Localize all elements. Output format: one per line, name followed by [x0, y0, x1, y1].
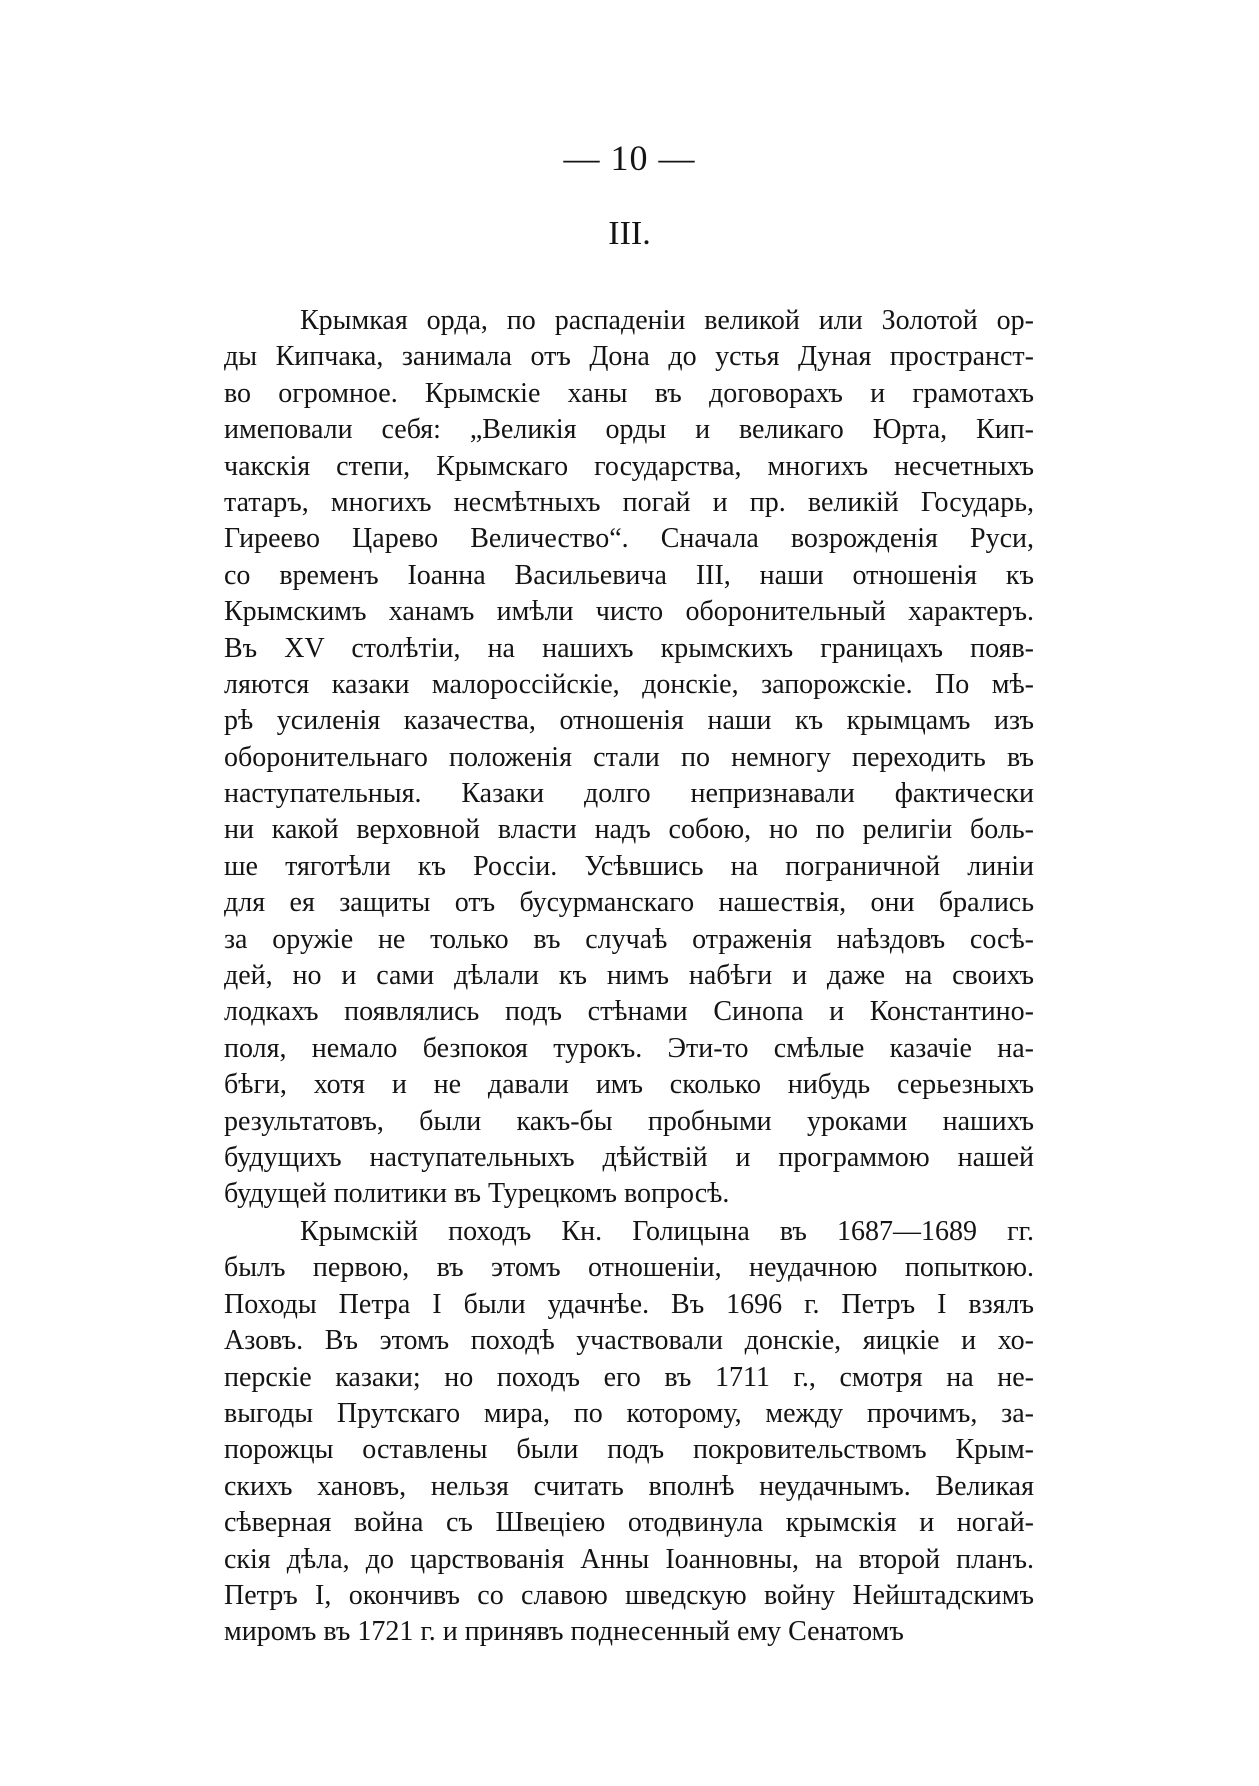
text-line: имеповали себя: „Великія орды и великаго Юрта, Кип- [224, 414, 1034, 446]
text-line: Крымскій походъ Кн. Голицына въ 1687—1689 гг. [300, 1216, 1034, 1247]
text-line: Гиреево Царево Величество“. Сначала возрожденія Руси, [224, 523, 1034, 555]
text-line: будущей политики въ Турецкомъ вопросѣ. [224, 1178, 730, 1210]
text-line: оборонительнаго положенія стали по немногу переходить въ [224, 741, 1034, 773]
text-line: Азовъ. Въ этомъ походѣ участвовали донскіе, яицкіе и хо- [224, 1325, 1034, 1357]
text-line: результатовъ, были какъ-бы пробными уроками нашихъ [224, 1105, 1034, 1137]
text-line: скихъ хановъ, нельзя считать вполнѣ неудачнымъ. Великая [224, 1470, 1034, 1502]
text-line: Походы Петра I были удачнѣе. Въ 1696 г. Петръ I взялъ [224, 1288, 1034, 1320]
text-line: ляются казаки малороссійскіе, донскіе, запорожскіе. По мѣ- [224, 668, 1034, 700]
page-number: — 10 — [563, 138, 696, 178]
text-line: сѣверная война съ Швеціею отодвинула крымскія и ногай- [224, 1507, 1034, 1539]
text-line: для ея защиты отъ бусурманскаго нашествія, они брались [224, 887, 1034, 919]
text-line: скія дѣла, до царствованія Анны Іоанновны, на второй планъ. [224, 1543, 1034, 1575]
text-line: со временъ Іоанна Васильевича III, наши отношенія къ [224, 559, 1034, 591]
text-line: дей, но и сами дѣлали къ нимъ набѣги и даже на своихъ [224, 960, 1034, 992]
text-line: Крымскимъ ханамъ имѣли чисто оборонительный характеръ. [224, 596, 1034, 628]
text-line: наступательныя. Казаки долго непризнавали фактически [224, 778, 1034, 810]
paragraph-1 [224, 303, 1034, 1213]
text-line: татаръ, многихъ несмѣтныхъ погай и пр. великій Государь, [224, 486, 1034, 518]
text-line: рѣ усиленія казачества, отношенія наши къ крымцамъ изъ [224, 705, 1034, 737]
text-line: ше тяготѣли къ Россіи. Усѣвшись на пограничной линіи [224, 850, 1034, 882]
text-line: Крымкая орда, по распаденіи великой или Золотой ор- [300, 305, 1034, 336]
text-line: Петръ I, окончивъ со славою шведскую войну Нейштадскимъ [224, 1579, 1034, 1611]
text-line: Въ XV столѣтіи, на нашихъ крымскихъ границахъ появ- [224, 632, 1034, 664]
text-line: бѣги, хотя и не давали имъ сколько нибудь серьезныхъ [224, 1069, 1034, 1101]
text-line: лодкахъ появлялись подъ стѣнами Синопа и Константино- [224, 996, 1034, 1028]
text-line: перскіе казаки; но походъ его въ 1711 г., смотря на не- [224, 1361, 1034, 1393]
text-line: миромъ въ 1721 г. и принявъ поднесенный ему Сенатомъ [224, 1616, 904, 1648]
text-line: поля, немало безпокоя турокъ. Эти-то смѣлые казачіе на- [224, 1032, 1034, 1064]
text-line: за оружіе не только въ случаѣ отраженія наѣздовъ сосѣ- [224, 923, 1034, 955]
text-line: порожцы оставлены были подъ покровительствомъ Крым- [224, 1434, 1034, 1466]
text-line: чакскія степи, Крымскаго государства, многихъ несчетныхъ [224, 450, 1034, 482]
chapter-heading: III. [608, 215, 651, 252]
paragraph-2 [224, 1214, 1034, 1651]
text-line: былъ первою, въ этомъ отношеніи, неудачною попыткою. [224, 1252, 1034, 1284]
text-line: ни какой верховной власти надъ собою, но по религіи боль- [224, 814, 1034, 846]
text-line: ды Кипчака, занимала отъ Дона до устья Дуная пространст- [224, 341, 1034, 373]
text-line: во огромное. Крымскіе ханы въ договорахъ и грамотахъ [224, 377, 1034, 409]
text-line: будущихъ наступательныхъ дѣйствій и программою нашей [224, 1141, 1034, 1173]
text-line: выгоды Прутскаго мира, по которому, между прочимъ, за- [224, 1397, 1034, 1429]
